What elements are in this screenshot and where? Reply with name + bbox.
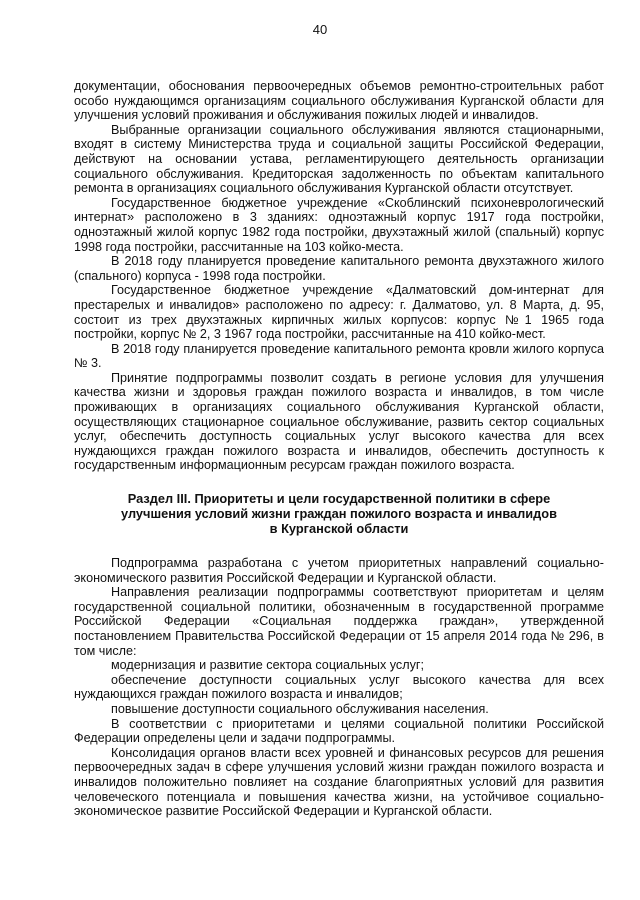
paragraph: В соответствии с приоритетами и целями социальной политики Российской Федерации определены цели и задачи подпрограммы. (74, 716, 604, 746)
paragraph: В 2018 году планируется проведение капитального ремонта двухэтажного жилого (спального) корпуса - 1998 года постройки. (74, 254, 604, 283)
paragraph: В 2018 году планируется проведение капитального ремонта кровли жилого корпуса № 3. (74, 341, 604, 371)
paragraph: Направления реализации подпрограммы соответствуют приоритетам и целям государственной социальной политики, обозначенным в государственной программе Российской Федерации «Социальная поддержка граждан», утвержденной постановлением Правительства Российской Федерации от 15 апреля 2014 года № 296, в том числе: (74, 585, 604, 658)
page-number: 40 (312, 22, 328, 37)
document-body (74, 79, 604, 819)
section-heading-line: улучшения условий жизни граждан пожилого возраста и инвалидов (121, 506, 557, 522)
paragraph: Государственное бюджетное учреждение «Скоблинский психоневрологический интернат» расположено в 3 зданиях: одноэтажный корпус 1917 года постройки, одноэтажный жилой корпус 1982 года постройки, двухэтажный жилой (спальный) корпус 1998 года постройки, рассчитанные на 103 койко-места. (74, 195, 604, 254)
section-heading-line: Раздел III. Приоритеты и цели государственной политики в сфере (127, 491, 551, 507)
paragraph: Принятие подпрограммы позволит создать в регионе условия для улучшения качества жизни и здоровья граждан пожилого возраста и инвалидов, в том числе проживающих в организациях социального обслуживания Курганской области, осуществляющих стационарное социальное обслуживание, развить сектор социальных услуг, обеспечить доступность социальных услуг высокого качества для всех нуждающихся граждан пожилого возраста и инвалидов, обеспечить доступность к государственным информационным ресурсам граждан пожилого возраста. (74, 370, 604, 473)
paragraph: Государственное бюджетное учреждение «Далматовский дом-интернат для престарелых и инвалидов» расположено по адресу: г. Далматово, ул. 8 Марта, д. 95, состоит из трех двухэтажных кирпичных жилых корпусов: корпус №1 1965 года постройки, корпус № 2, 3 1967 года постройки, рассчитанные на 410 койко-мест. (74, 283, 604, 342)
paragraph: Подпрограмма разработана с учетом приоритетных направлений социально-экономического развития Российской Федерации и Курганской области. (74, 556, 604, 585)
paragraph: Консолидация органов власти всех уровней и финансовых ресурсов для решения первоочередных задач в сфере улучшения условий жизни граждан пожилого возраста и инвалидов положительно повлияет на создание благоприятных условий для развития человеческого потенциала и повышения качества жизни, на устойчивое социально-экономическое развитие Российской Федерации и Курганской области. (74, 745, 604, 819)
paragraph: документации, обоснования первоочередных объемов ремонтно-строительных работ особо нуждающимся организациям социального обслуживания Курганской области для улучшения условий проживания и обслуживания пожилых людей и инвалидов. (74, 79, 604, 123)
list-item: обеспечение доступности социальных услуг высокого качества для всех нуждающихся граждан пожилого возраста и инвалидов; (74, 672, 604, 702)
list-item: повышение доступности социального обслуживания населения. (111, 701, 489, 716)
section-heading (74, 491, 604, 536)
section-heading-line: в Курганской области (269, 521, 409, 537)
paragraph: Выбранные организации социального обслуживания являются стационарными, входят в систему Министерства труда и социальной защиты Российской Федерации, действуют на основании устава, регламентирующего деятельность организации социального обслуживания. Кредиторская задолженность по объектам капитального ремонта в организациях социального обслуживания Курганской области отсутствует. (74, 122, 604, 196)
list-item: модернизация и развитие сектора социальных услуг; (111, 658, 424, 673)
